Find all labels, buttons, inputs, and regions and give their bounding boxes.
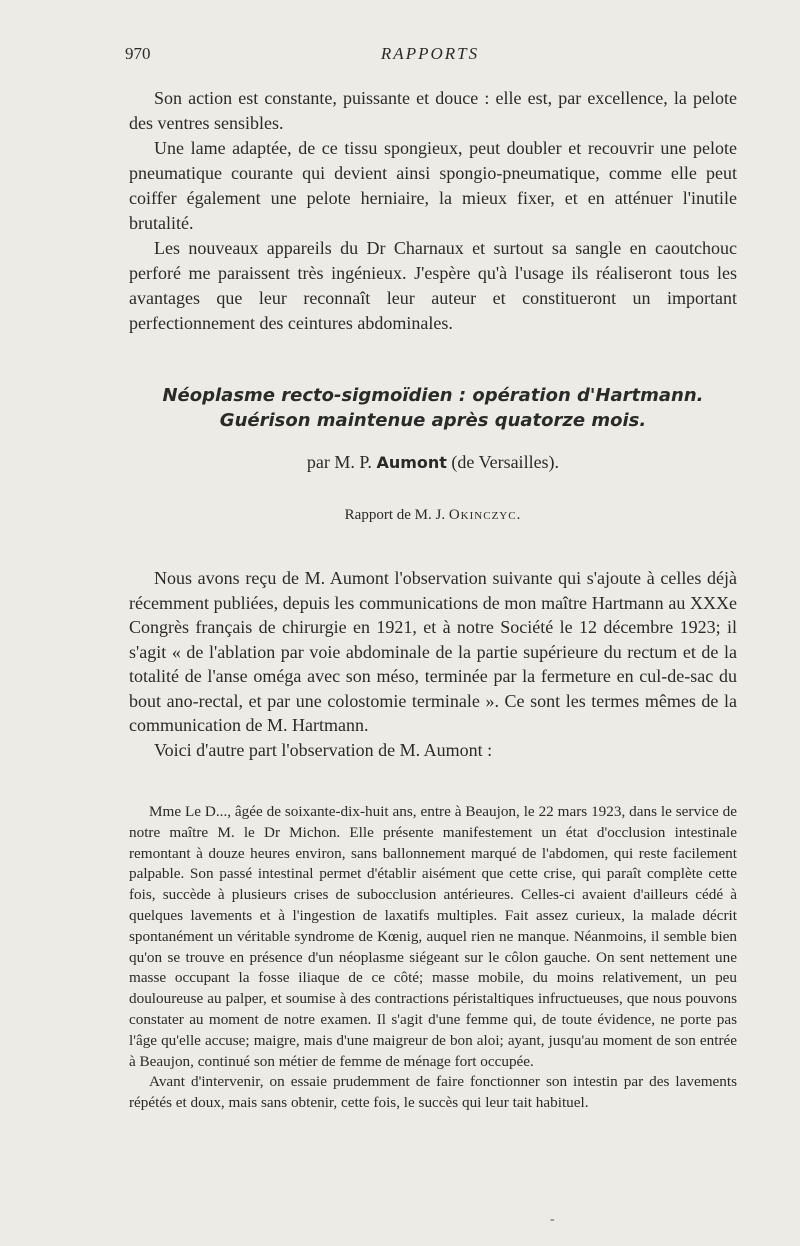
observation-paragraph: Mme Le D..., âgée de soixante-dix-huit ans, entre à Beaujon, le 22 mars 1923, dans le service de notre maître M. le Dr Michon. Elle présente manifestement un état d'occlusion intestinale remontant à douze heures environ, sans ballonnement marqué de l'abdomen, qui reste facilement palpable. Son passé intestinal permet d'établir aisément que cette crise, qui paraît complète cette fois, succède à plusieurs crises de subocclusion antérieures. Celles-ci avaient d'ailleurs cédé à quelques lavements et à l'ingestion de laxatifs multiples. Fait assez curieux, la malade décrit spontanément un véritable syndrome de Kœnig, auquel rien ne manque. Néanmoins, il semble bien qu'on se trouve en présence d'un néoplasme siégeant sur le côlon gauche. On sent nettement une masse occupant la fosse iliaque de ce côté; masse mobile, du moins relativement, un peu douloureuse au palper, et soumise à des contractions péristaltiques infructueuses, que nous pouvons constater au moment de notre examen. Il s'agit d'une femme qui, de toute évidence, ne porte pas l'âge qu'elle accuse; maigre, mais d'une maigreur de bon aloi; ayant, jusqu'au moment de son entrée à Beaujon, continué son métier de femme de ménage fort occupée. <box>129 803 737 1070</box>
author-name: Aumont <box>376 453 447 472</box>
article-title <box>129 383 737 433</box>
body-paragraph: Nous avons reçu de M. Aumont l'observation suivante qui s'ajoute à celles déjà récemment publiées, depuis les communications de mon maître Hartmann au XXXe Congrès français de chirurgie en 1921, et à notre Société le 12 décembre 1923; il s'agit « de l'ablation par voie abdominale de la partie supérieure du rectum et de la totalité de l'anse oméga avec son méso, terminée par la fermeture en cul-de-sac du bout ano-rectal, et par une colostomie terminale ». Ce sont les termes mêmes de la communication de M. Hartmann. <box>129 568 737 735</box>
intro-section <box>129 86 737 336</box>
reporter-name: Okinczyc. <box>448 507 522 523</box>
intro-paragraph: Une lame adaptée, de ce tissu spongieux, peut doubler et recouvrir une pelote pneumatique courante qui devient ainsi spongio-pneumatique, comme elle peut coiffer également une pelote herniaire, la mieux fixer, et en atténuer l'inutile brutalité. <box>129 138 737 233</box>
byline-prefix: par M. P. <box>306 452 372 472</box>
footer-mark: - <box>550 1212 555 1227</box>
page-number: 970 <box>125 44 151 63</box>
article-title-line: Guérison maintenue après quatorze mois. <box>219 410 647 431</box>
page-header <box>125 44 735 68</box>
intro-paragraph: Son action est constante, puissante et douce : elle est, par excellence, la pelote des ventres sensibles. <box>129 88 737 133</box>
observation-paragraph: Avant d'intervenir, on essaie prudemment de faire fonctionner son intestin par des lavements répétés et doux, mais sans obtenir, cette fois, le succès qui leur tait habituel. <box>129 1073 737 1112</box>
article-title-line: Néoplasme recto-sigmoïdien : opération d'Hartmann. <box>162 385 704 406</box>
report-prefix: Rapport de M. J. <box>344 507 446 523</box>
observation-section <box>129 802 737 1114</box>
running-title: RAPPORTS <box>380 44 480 63</box>
body-section <box>129 566 737 762</box>
intro-paragraph: Les nouveaux appareils du Dr Charnaux et surtout sa sangle en caoutchouc perforé me paraissent très ingénieux. J'espère qu'à l'usage ils réaliseront tous les avantages que leur reconnaît leur auteur et constitueront un important perfectionnement des ceintures abdominales. <box>129 238 737 333</box>
body-paragraph: Voici d'autre part l'observation de M. Aumont : <box>154 739 493 760</box>
report-line <box>129 507 737 524</box>
byline-suffix: (de Versailles). <box>451 452 560 472</box>
byline <box>129 452 737 473</box>
